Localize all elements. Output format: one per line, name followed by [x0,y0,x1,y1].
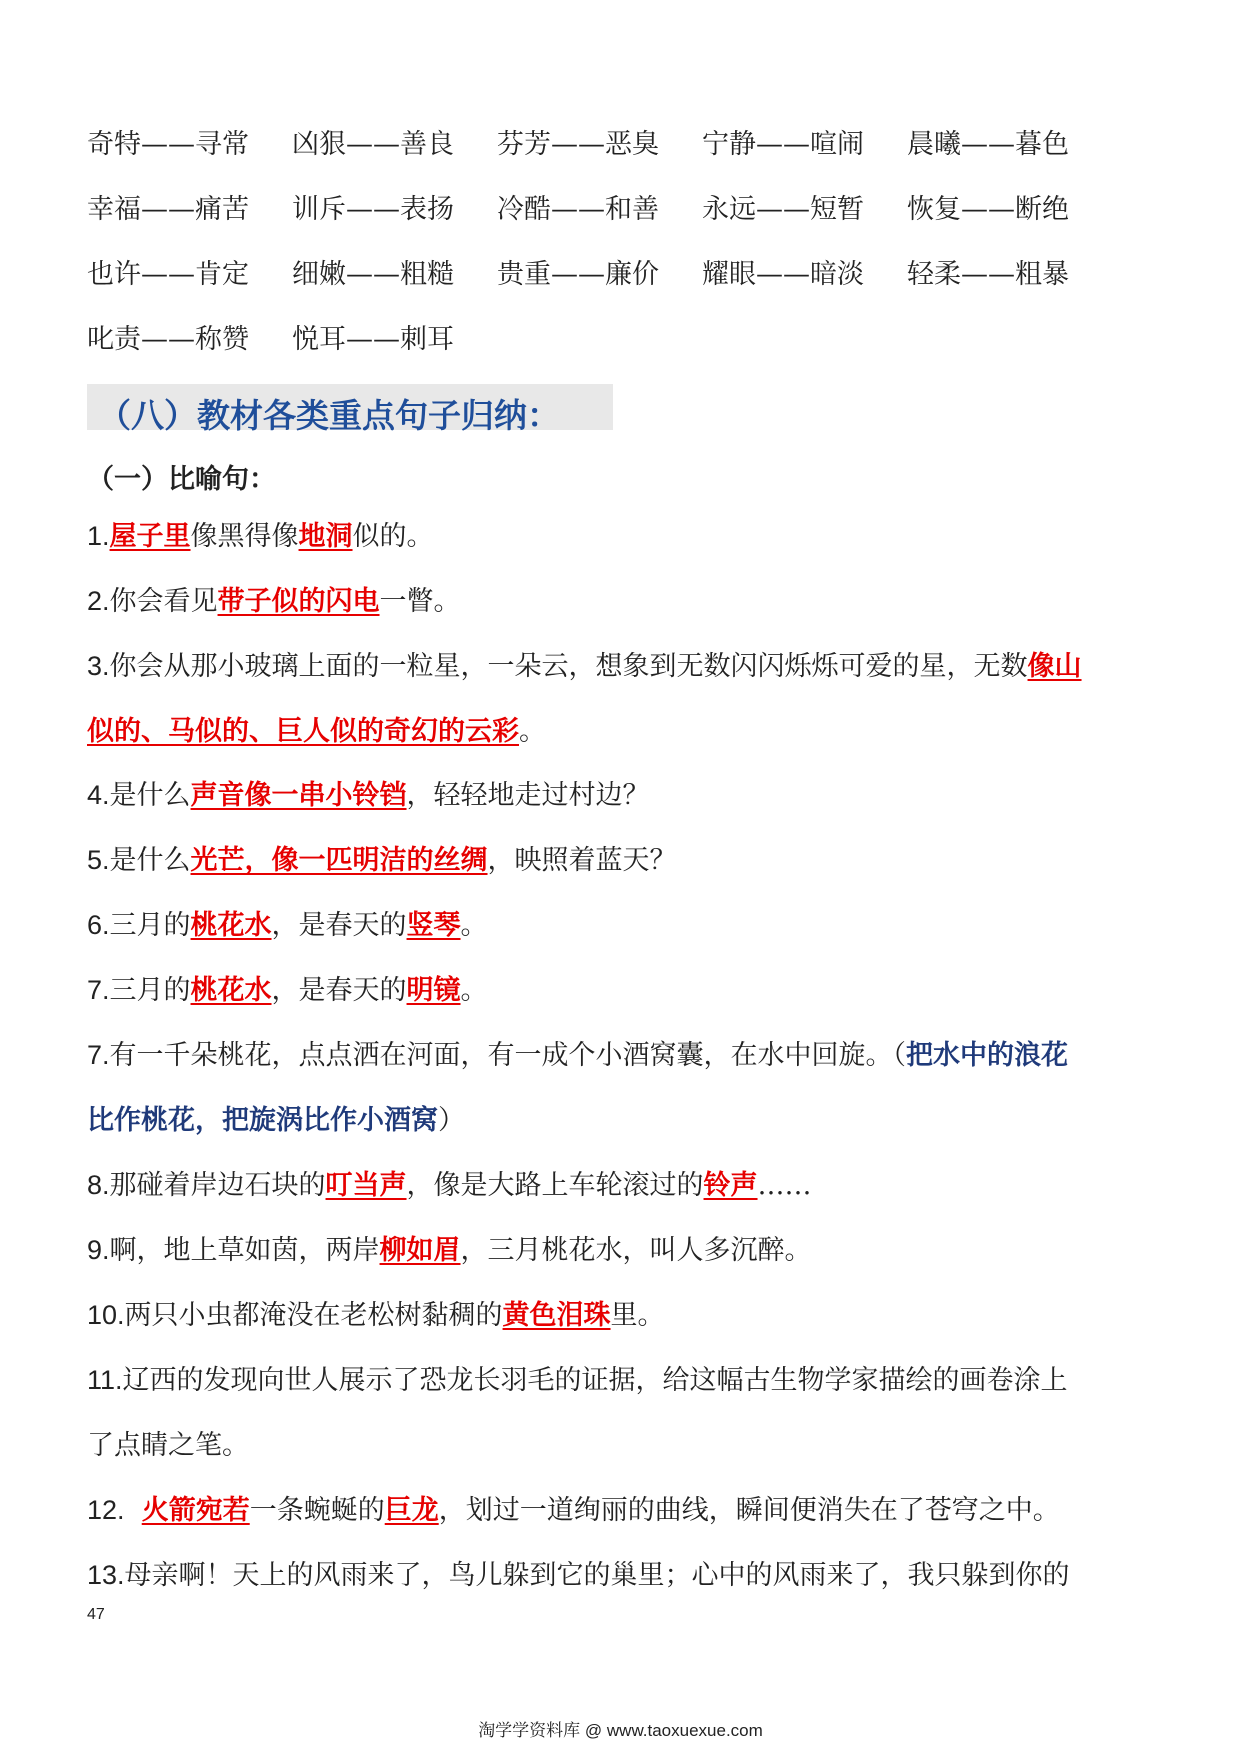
sentence-text: 啊，地上草如茵，两岸 [109,1235,380,1266]
highlight: 像山 [1027,651,1082,682]
sentence-text: 一条蜿蜒的 [249,1495,385,1526]
sentence-text: 是什么 [109,845,191,876]
antonym-pair: 宁静——喧闹 [702,129,864,160]
sentence-text: 你会看见 [109,586,218,617]
sentence-number: 2. [87,586,110,616]
antonym-pair: 冷酷——和善 [497,194,659,225]
sentence-number: 7. [87,975,110,1005]
sentence-text: 。 [460,975,488,1006]
sentence-text: ，划过一道绚丽的曲线，瞬间便消失在了苍穹之中。 [438,1495,1060,1526]
sentence-text: ） [438,1105,465,1136]
antonym-pair: 细嫩——粗糙 [292,259,454,290]
antonym-row-4 [87,326,1161,353]
antonym-pair: 叱责——称赞 [87,324,249,355]
sentence-number: 13. [87,1560,125,1590]
sentence-text: 三月的 [109,975,191,1006]
sentence-number: 3. [87,651,110,681]
sentence-text: 你会从那小玻璃上面的一粒星，一朵云，想象到无数闪闪烁烁可爱的星，无数 [109,651,1028,682]
sentence-number: 7. [87,1040,110,1070]
antonym-row-2 [87,196,1161,223]
highlight: 桃花水 [190,910,272,941]
highlight: 桃花水 [190,975,272,1006]
antonym-pair: 悦耳——刺耳 [292,324,454,355]
antonym-pair: 也许——肯定 [87,259,249,290]
sentence-2 [87,588,1161,615]
sentence-text: 是什么 [109,780,191,811]
annotation-note: 比作桃花，把旋涡比作小酒窝 [87,1105,438,1136]
sentence-3 [87,653,1161,680]
highlight: 声音像一串小铃铛 [190,780,407,811]
sentence-number: 1. [87,521,110,551]
sentence-text: 了点睛之笔。 [87,1430,249,1461]
highlight: 黄色泪珠 [502,1300,611,1331]
sentence-text: 有一千朵桃花，点点洒在河面，有一成个小酒窝囊，在水中回旋。（ [109,1040,907,1071]
sentence-12 [87,1497,1161,1524]
sentence-text: ，三月桃花水，叫人多沉醉。 [460,1235,812,1266]
highlight: 巨龙 [384,1495,439,1526]
sentence-text: 那碰着岸边石块的 [109,1170,326,1201]
highlight: 地洞 [298,521,353,552]
antonym-pair: 训斥——表扬 [292,194,454,225]
highlight: 带子似的闪电 [217,586,380,617]
sentence-text: 里。 [610,1300,665,1331]
sentence-8 [87,1172,1161,1199]
page-number: 47 [87,1606,105,1623]
highlight: 似的、马似的、巨人似的奇幻的云彩 [87,716,519,747]
highlight: 火箭宛若 [141,1495,250,1526]
section-heading: （八）教材各类重点句子归纳： [98,396,560,435]
footer-watermark: 淘学学资料库 @ www.taoxuexue.com [478,1721,763,1740]
sentence-text: 。 [460,910,488,941]
sentence-number: 4. [87,780,110,810]
subsection-heading: （一）比喻句： [87,464,276,495]
antonym-pair: 恢复——断绝 [907,194,1069,225]
sentence-text: ，像是大路上车轮滚过的 [406,1170,704,1201]
sentence-number: 8. [87,1170,110,1200]
highlight: 叮当声 [325,1170,407,1201]
sentence-number: 11. [87,1365,123,1395]
sentence-5 [87,847,1161,874]
sentence-text: 两只小虫都淹没在老松树黏稠的 [124,1300,503,1331]
sentence-4 [87,782,1161,809]
antonym-row-3 [87,261,1161,288]
antonym-pair: 幸福——痛苦 [87,194,249,225]
antonym-pair: 贵重——廉价 [497,259,659,290]
sentence-13 [87,1562,1161,1589]
highlight: 明镜 [406,975,461,1006]
sentence-text: ，是春天的 [271,910,407,941]
sentence-text: 一瞥。 [379,586,461,617]
antonym-pair: 奇特——寻常 [87,129,249,160]
sentence-number: 6. [87,910,110,940]
sentence-number: 12. [87,1495,125,1525]
sentence-7b-continued [87,1107,1161,1134]
sentence-text: ，是春天的 [271,975,407,1006]
sentence-text: 像黑得像 [190,521,299,552]
sentence-text: …… [757,1170,812,1201]
antonym-pair: 凶狠——善良 [292,129,454,160]
sentence-text: 似的。 [352,521,434,552]
antonym-pair: 晨曦——暮色 [907,129,1069,160]
highlight: 柳如眉 [379,1235,461,1266]
annotation-note: 把水中的浪花 [906,1040,1069,1071]
antonym-pair: 芬芳——恶臭 [497,129,659,160]
sentence-11-continued [87,1432,1161,1459]
sentence-text: 三月的 [109,910,191,941]
antonym-row-1 [87,131,1161,158]
sentence-7b [87,1042,1161,1069]
sentence-text: ，映照着蓝天？ [487,845,677,876]
sentence-text: 。 [519,716,546,747]
sentence-11 [87,1367,1161,1394]
sentence-3-continued [87,718,1161,745]
antonym-pair: 轻柔——粗暴 [907,259,1069,290]
highlight: 光芒，像一匹明洁的丝绸 [190,845,488,876]
highlight: 铃声 [703,1170,758,1201]
sentence-number: 10. [87,1300,125,1330]
highlight: 屋子里 [109,521,191,552]
sentence-number: 5. [87,845,110,875]
sentence-number: 9. [87,1235,110,1265]
sentence-text: ，轻轻地走过村边？ [406,780,650,811]
antonym-pair: 耀眼——暗淡 [702,259,864,290]
sentence-10 [87,1302,1161,1329]
sentence-7 [87,977,1161,1004]
antonym-pair: 永远——短暂 [702,194,864,225]
sentence-9 [87,1237,1161,1264]
sentence-text: 母亲啊！天上的风雨来了，鸟儿躲到它的巢里；心中的风雨来了，我只躲到你的 [124,1560,1070,1591]
sentence-text: 辽西的发现向世人展示了恐龙长羽毛的证据，给这幅古生物学家描绘的画卷涂上 [122,1365,1068,1396]
highlight: 竖琴 [406,910,461,941]
sentence-1 [87,523,1161,550]
sentence-6 [87,912,1161,939]
